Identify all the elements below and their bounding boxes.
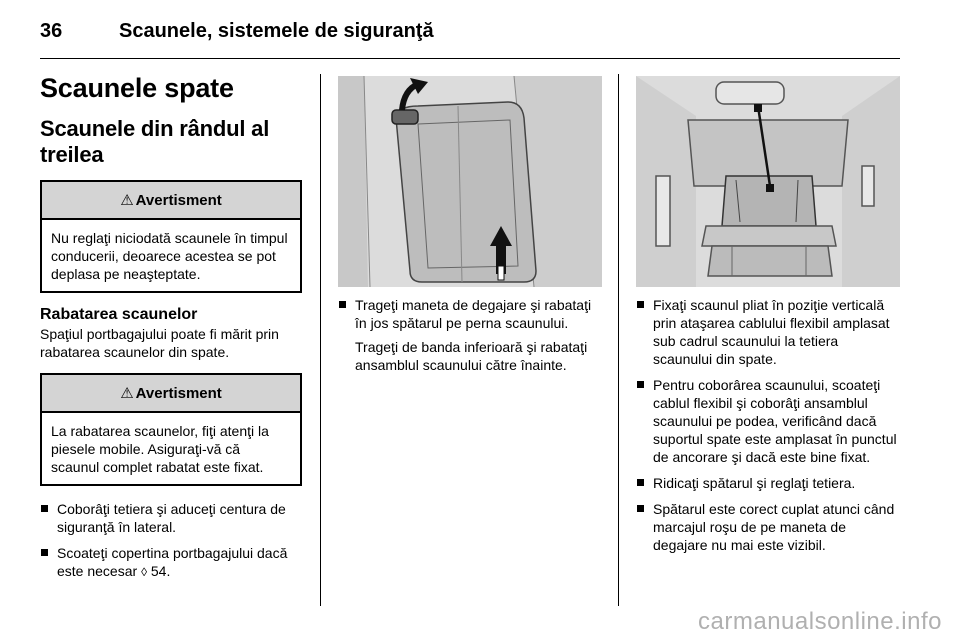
warning-header bbox=[42, 375, 300, 413]
square-bullet-icon bbox=[637, 381, 644, 388]
warning-triangle-icon: ⚠ bbox=[120, 385, 134, 402]
warning-box-1 bbox=[40, 180, 302, 293]
step-list-3 bbox=[636, 296, 900, 554]
sub-paragraph: Trageţi de banda inferioară şi rabataţi ansamblul scaunului către înainte. bbox=[355, 339, 588, 373]
column-2 bbox=[338, 296, 602, 374]
folding-section bbox=[40, 305, 302, 361]
square-bullet-icon bbox=[637, 479, 644, 486]
illustration-seat-upright bbox=[636, 76, 900, 287]
warning-label: Avertisment bbox=[135, 384, 222, 402]
warning-triangle-icon: ⚠ bbox=[120, 192, 134, 209]
warning-header bbox=[42, 182, 300, 220]
list-item: Fixaţi scaunul pliat în poziţie verticală prin ataşarea cablului flexibil amplasat sub cadrul scaunului la tetiera scaunului din spate. bbox=[636, 296, 900, 368]
list-item: Coborâţi tetiera şi aduceţi centura de siguranţă în lateral. bbox=[40, 500, 302, 536]
page-reference-link[interactable]: 54. bbox=[150, 563, 171, 579]
page-header bbox=[40, 18, 900, 46]
column-1 bbox=[40, 70, 302, 589]
list-item: Spătarul este corect cuplat atunci când marcajul roşu de pe maneta de degajare nu mai este vizibil. bbox=[636, 500, 900, 554]
list-item: Trageţi maneta de degajare şi rabataţi în jos spătarul pe perna scaunului. bbox=[338, 296, 602, 332]
list-item: Pentru coborârea scaunului, scoateţi cablul flexibil şi coborâţi ansamblul scaunului pe podea, verificând dacă suportul spate este amplasat în punctul de ancorare şi dacă este bine fixat. bbox=[636, 376, 900, 466]
list-item: Ridicaţi spătarul şi reglaţi tetiera. bbox=[636, 474, 900, 492]
square-bullet-icon bbox=[637, 505, 644, 512]
warning-text: La rabatarea scaunelor, fiţi atenţi la piesele mobile. Asiguraţi-vă că scaunul complet rabatat este fixat. bbox=[51, 423, 269, 475]
column-divider-1 bbox=[320, 74, 321, 606]
warning-box-2 bbox=[40, 373, 302, 486]
page-number: 36 bbox=[40, 20, 63, 42]
folding-intro: Spaţiul portbagajului poate fi mărit prin rabatarea scaunelor din spate. bbox=[40, 326, 279, 360]
header-rule bbox=[40, 58, 900, 59]
section-title: Scaunele spate bbox=[40, 73, 234, 103]
list-item: Scoateţi copertina portbagajului dacă este necesar ◊ 54. bbox=[40, 544, 302, 581]
column-3 bbox=[636, 296, 900, 562]
illustration-fold-backrest bbox=[338, 76, 602, 287]
square-bullet-icon bbox=[41, 505, 48, 512]
column-divider-2 bbox=[618, 74, 619, 606]
step-list-2 bbox=[338, 296, 602, 332]
warning-label: Avertisment bbox=[135, 191, 222, 209]
subsection-title: Scaunele din rândul al treilea bbox=[40, 116, 270, 167]
warning-text: Nu reglaţi niciodată scaunele în timpul conducerii, deoarece acestea se pot deplasa pe neaşteptate. bbox=[51, 230, 288, 282]
square-bullet-icon bbox=[339, 301, 346, 308]
folding-title: Rabatarea scaunelor bbox=[40, 306, 198, 323]
step-list-1 bbox=[40, 500, 302, 581]
running-title: Scaunele, sistemele de siguranţă bbox=[119, 20, 434, 42]
reference-arrow-icon: ◊ bbox=[141, 565, 147, 579]
watermark: carmanualsonline.info bbox=[698, 608, 942, 635]
square-bullet-icon bbox=[637, 301, 644, 308]
square-bullet-icon bbox=[41, 549, 48, 556]
